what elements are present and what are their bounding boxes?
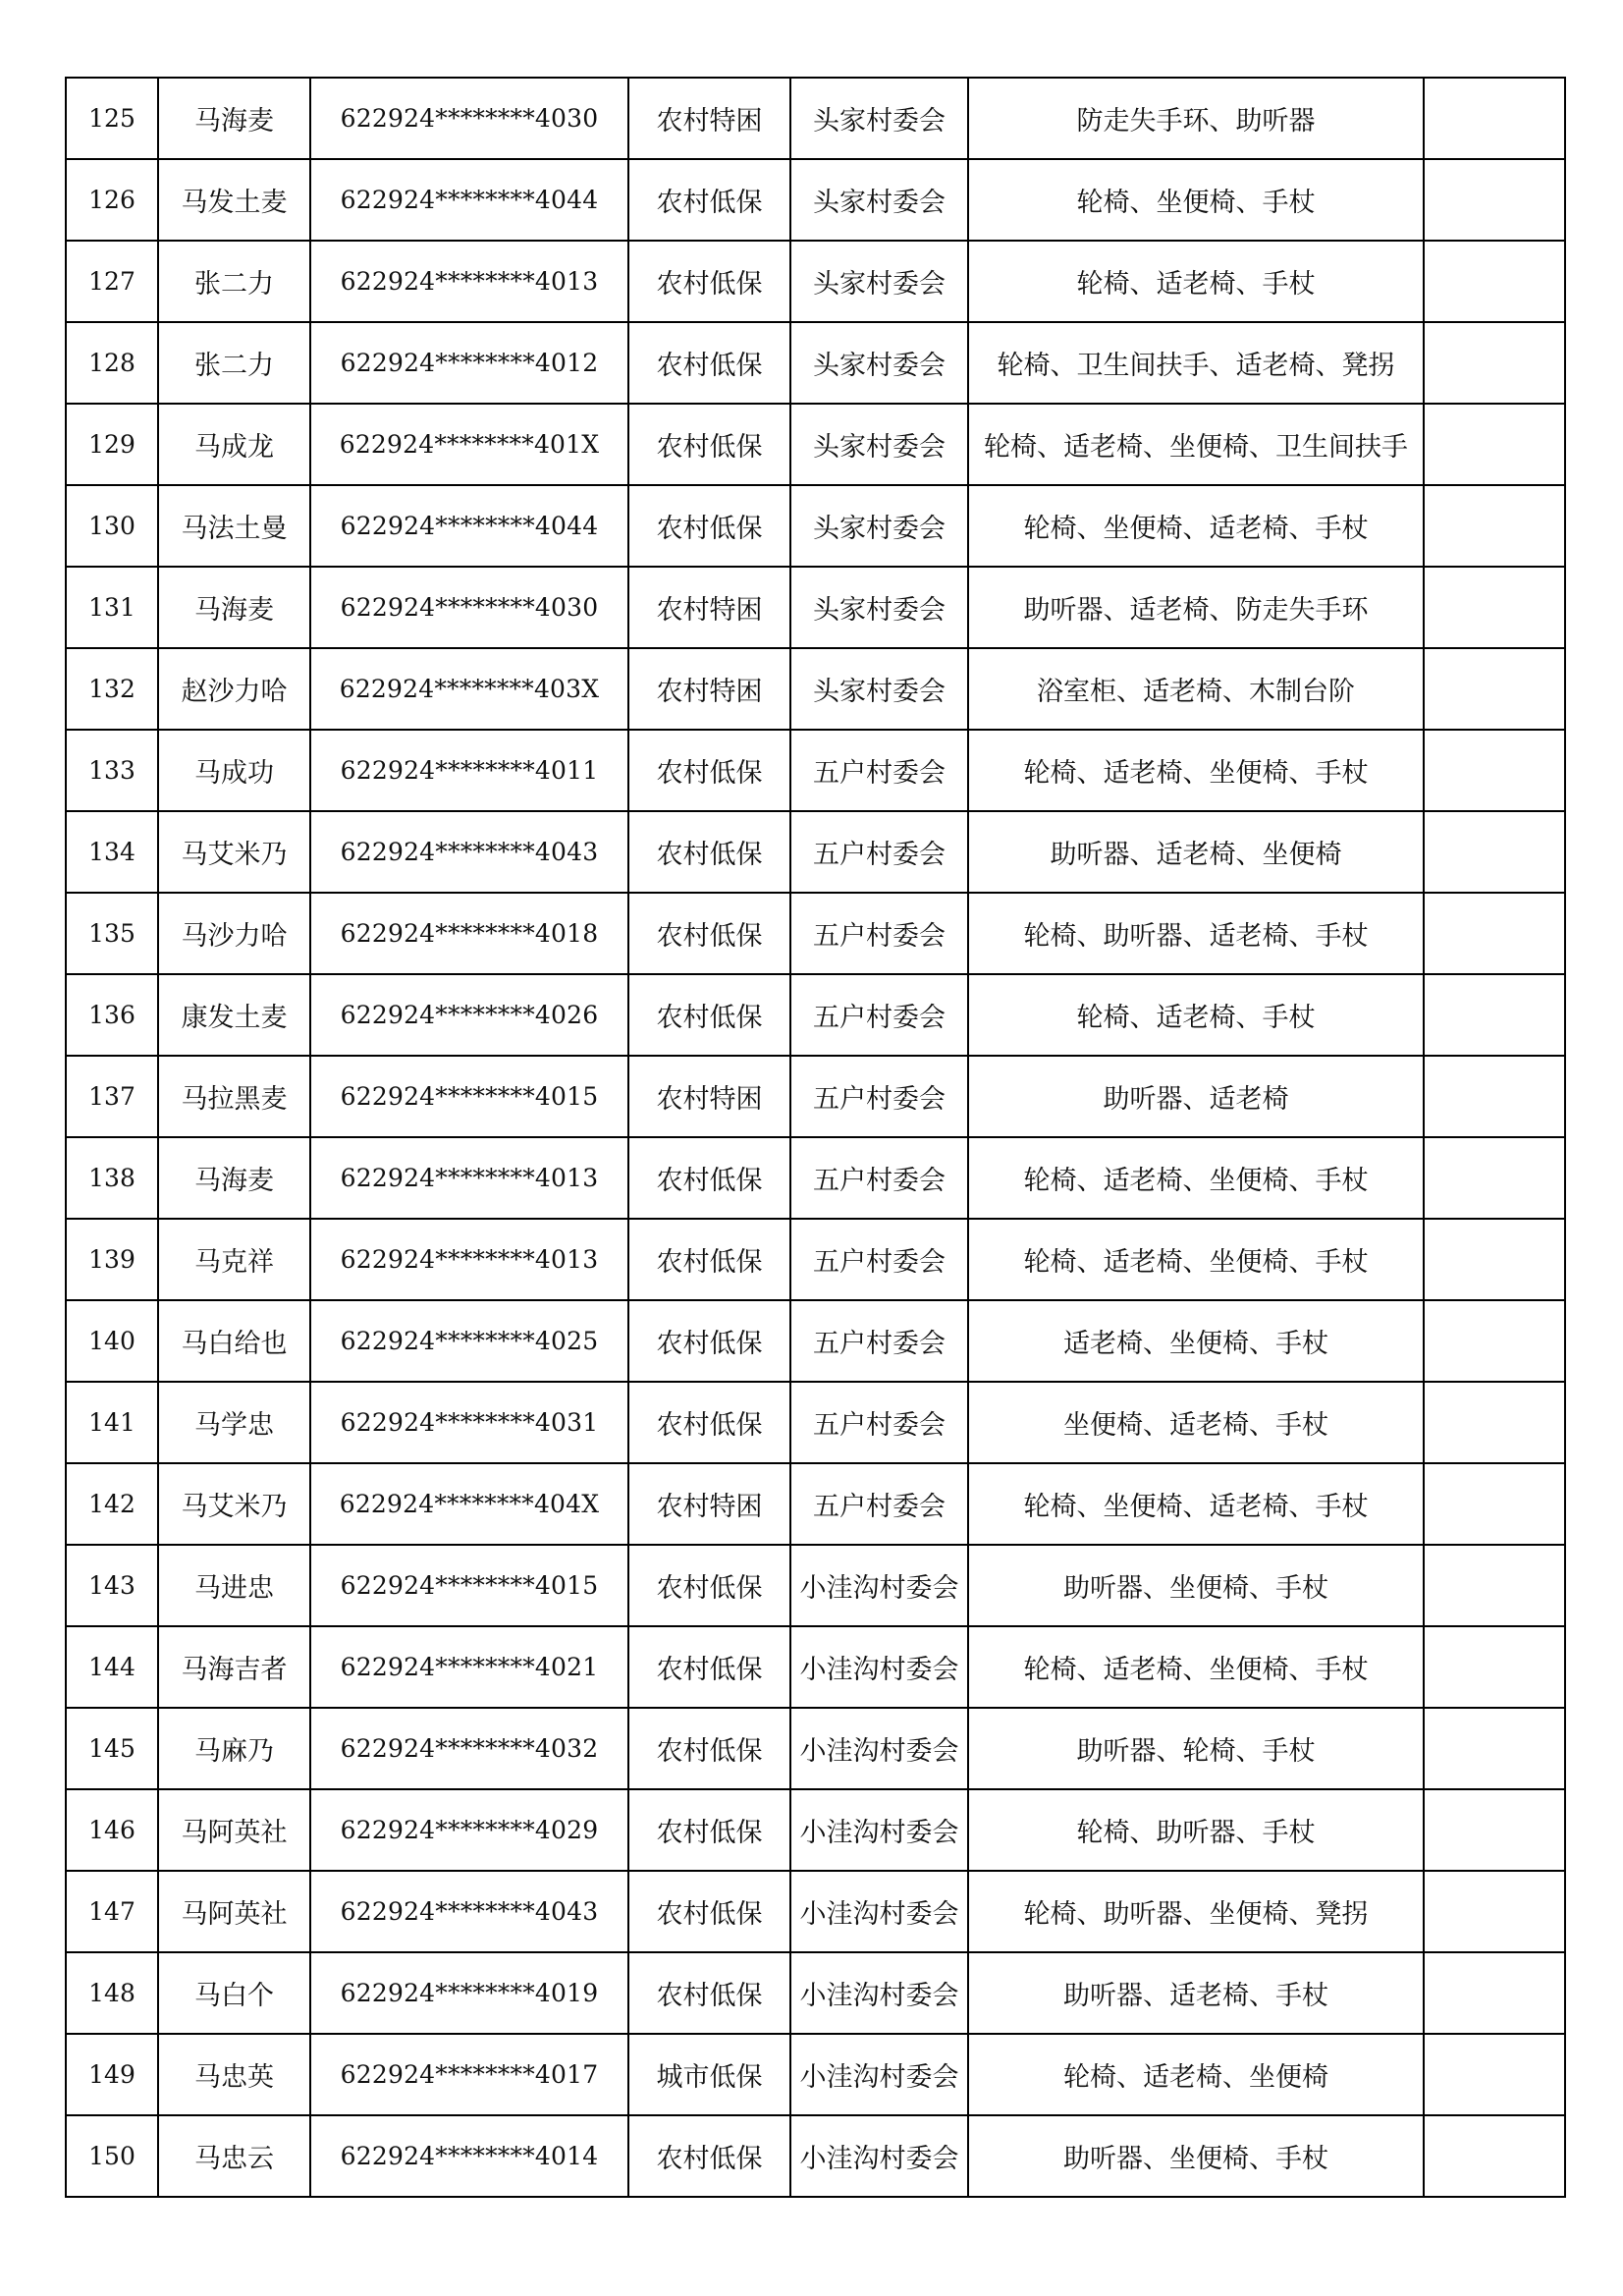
cell-note [1424,241,1565,322]
cell-id-number: 622924********4043 [310,811,628,893]
cell-category: 农村低保 [628,974,790,1056]
cell-category: 农村特困 [628,1463,790,1545]
cell-note [1424,648,1565,730]
cell-category: 农村低保 [628,730,790,811]
table-row [66,1137,1565,1219]
cell-number: 130 [66,485,158,567]
table-row [66,811,1565,893]
table-row [66,1708,1565,1789]
cell-note [1424,974,1565,1056]
cell-note [1424,1708,1565,1789]
cell-name: 马阿英社 [158,1789,310,1871]
cell-name: 马阿英社 [158,1871,310,1952]
cell-items: 助听器、坐便椅、手杖 [968,1545,1424,1626]
cell-category: 农村低保 [628,1382,790,1463]
cell-name: 赵沙力哈 [158,648,310,730]
cell-note [1424,893,1565,974]
cell-id-number: 622924********4030 [310,567,628,648]
cell-number: 125 [66,78,158,159]
cell-note [1424,1056,1565,1137]
cell-name: 马进忠 [158,1545,310,1626]
cell-category: 农村低保 [628,322,790,404]
cell-items: 轮椅、卫生间扶手、适老椅、凳拐 [968,322,1424,404]
cell-note [1424,1300,1565,1382]
cell-village: 五户村委会 [790,1382,968,1463]
table-row [66,1626,1565,1708]
cell-category: 农村低保 [628,1626,790,1708]
cell-village: 头家村委会 [790,567,968,648]
cell-village: 五户村委会 [790,1300,968,1382]
cell-id-number: 622924********404X [310,1463,628,1545]
cell-items: 轮椅、适老椅、手杖 [968,241,1424,322]
cell-name: 马克祥 [158,1219,310,1300]
cell-note [1424,1952,1565,2034]
cell-id-number: 622924********4013 [310,1137,628,1219]
cell-note [1424,159,1565,241]
cell-id-number: 622924********4026 [310,974,628,1056]
cell-name: 马忠云 [158,2115,310,2197]
cell-village: 头家村委会 [790,78,968,159]
cell-name: 马海麦 [158,567,310,648]
cell-id-number: 622924********4015 [310,1545,628,1626]
cell-village: 头家村委会 [790,648,968,730]
table-row [66,648,1565,730]
cell-items: 助听器、适老椅、防走失手环 [968,567,1424,648]
cell-village: 五户村委会 [790,1056,968,1137]
table-row [66,730,1565,811]
cell-village: 头家村委会 [790,241,968,322]
cell-items: 助听器、坐便椅、手杖 [968,2115,1424,2197]
cell-number: 141 [66,1382,158,1463]
cell-items: 轮椅、适老椅、坐便椅、手杖 [968,1626,1424,1708]
cell-id-number: 622924********401X [310,404,628,485]
table-row [66,974,1565,1056]
cell-category: 农村低保 [628,1708,790,1789]
cell-items: 轮椅、坐便椅、手杖 [968,159,1424,241]
cell-number: 132 [66,648,158,730]
cell-category: 农村特困 [628,648,790,730]
cell-note [1424,404,1565,485]
cell-number: 138 [66,1137,158,1219]
cell-items: 轮椅、坐便椅、适老椅、手杖 [968,1463,1424,1545]
cell-category: 农村低保 [628,1952,790,2034]
cell-note [1424,567,1565,648]
cell-village: 小洼沟村委会 [790,1871,968,1952]
cell-category: 农村特困 [628,567,790,648]
table-row [66,485,1565,567]
cell-id-number: 622924********4012 [310,322,628,404]
table-row [66,1219,1565,1300]
cell-id-number: 622924********4030 [310,78,628,159]
cell-village: 小洼沟村委会 [790,2115,968,2197]
cell-note [1424,1545,1565,1626]
cell-village: 五户村委会 [790,811,968,893]
cell-items: 轮椅、适老椅、手杖 [968,974,1424,1056]
cell-number: 133 [66,730,158,811]
cell-items: 防走失手环、助听器 [968,78,1424,159]
cell-note [1424,78,1565,159]
cell-village: 小洼沟村委会 [790,1545,968,1626]
cell-category: 农村特困 [628,1056,790,1137]
cell-village: 五户村委会 [790,893,968,974]
cell-name: 马艾米乃 [158,1463,310,1545]
cell-village: 小洼沟村委会 [790,1952,968,2034]
table-row [66,322,1565,404]
cell-name: 马海麦 [158,78,310,159]
cell-items: 助听器、适老椅、手杖 [968,1952,1424,2034]
cell-village: 头家村委会 [790,485,968,567]
cell-category: 农村低保 [628,485,790,567]
cell-note [1424,2115,1565,2197]
cell-id-number: 622924********4025 [310,1300,628,1382]
cell-note [1424,1463,1565,1545]
table-row [66,241,1565,322]
cell-name: 马艾米乃 [158,811,310,893]
cell-category: 农村低保 [628,1545,790,1626]
cell-name: 马忠英 [158,2034,310,2115]
cell-items: 轮椅、坐便椅、适老椅、手杖 [968,485,1424,567]
cell-number: 142 [66,1463,158,1545]
table-row [66,1545,1565,1626]
cell-name: 马海吉者 [158,1626,310,1708]
cell-number: 131 [66,567,158,648]
cell-village: 五户村委会 [790,730,968,811]
cell-village: 小洼沟村委会 [790,1789,968,1871]
cell-note [1424,1871,1565,1952]
cell-id-number: 622924********4044 [310,485,628,567]
table-row [66,2115,1565,2197]
cell-category: 农村低保 [628,1137,790,1219]
cell-note [1424,1382,1565,1463]
cell-village: 头家村委会 [790,404,968,485]
cell-items: 助听器、轮椅、手杖 [968,1708,1424,1789]
cell-village: 小洼沟村委会 [790,1708,968,1789]
cell-note [1424,1789,1565,1871]
cell-category: 农村低保 [628,2115,790,2197]
cell-category: 农村低保 [628,893,790,974]
cell-category: 农村低保 [628,811,790,893]
cell-id-number: 622924********4021 [310,1626,628,1708]
cell-name: 马海麦 [158,1137,310,1219]
cell-items: 助听器、适老椅、坐便椅 [968,811,1424,893]
cell-id-number: 622924********4032 [310,1708,628,1789]
cell-note [1424,730,1565,811]
table-row [66,1952,1565,2034]
cell-number: 146 [66,1789,158,1871]
cell-name: 康发土麦 [158,974,310,1056]
cell-number: 127 [66,241,158,322]
cell-number: 140 [66,1300,158,1382]
cell-id-number: 622924********4013 [310,241,628,322]
cell-number: 149 [66,2034,158,2115]
table-row [66,1789,1565,1871]
cell-items: 坐便椅、适老椅、手杖 [968,1382,1424,1463]
beneficiary-table [65,77,1566,2198]
table-row [66,1463,1565,1545]
cell-items: 轮椅、助听器、坐便椅、凳拐 [968,1871,1424,1952]
cell-note [1424,1219,1565,1300]
cell-category: 农村低保 [628,1871,790,1952]
cell-village: 小洼沟村委会 [790,1626,968,1708]
cell-items: 轮椅、适老椅、坐便椅、卫生间扶手 [968,404,1424,485]
table-row [66,893,1565,974]
table-row [66,567,1565,648]
cell-name: 马拉黑麦 [158,1056,310,1137]
cell-number: 147 [66,1871,158,1952]
cell-items: 轮椅、适老椅、坐便椅、手杖 [968,730,1424,811]
cell-id-number: 622924********4018 [310,893,628,974]
cell-note [1424,2034,1565,2115]
cell-items: 浴室柜、适老椅、木制台阶 [968,648,1424,730]
cell-id-number: 622924********4015 [310,1056,628,1137]
cell-number: 135 [66,893,158,974]
cell-name: 马学忠 [158,1382,310,1463]
table-row [66,2034,1565,2115]
cell-category: 农村低保 [628,241,790,322]
table-row [66,159,1565,241]
cell-village: 头家村委会 [790,322,968,404]
cell-number: 136 [66,974,158,1056]
cell-name: 马成功 [158,730,310,811]
cell-number: 126 [66,159,158,241]
cell-number: 143 [66,1545,158,1626]
cell-category: 农村特困 [628,78,790,159]
cell-category: 农村低保 [628,1789,790,1871]
cell-village: 五户村委会 [790,1463,968,1545]
table-row [66,1056,1565,1137]
cell-number: 128 [66,322,158,404]
table-row [66,1871,1565,1952]
cell-id-number: 622924********4043 [310,1871,628,1952]
cell-id-number: 622924********4017 [310,2034,628,2115]
cell-category: 农村低保 [628,404,790,485]
cell-name: 马白个 [158,1952,310,2034]
cell-village: 小洼沟村委会 [790,2034,968,2115]
cell-village: 五户村委会 [790,974,968,1056]
cell-name: 马白给也 [158,1300,310,1382]
cell-village: 头家村委会 [790,159,968,241]
cell-items: 助听器、适老椅 [968,1056,1424,1137]
cell-category: 城市低保 [628,2034,790,2115]
cell-number: 134 [66,811,158,893]
cell-items: 轮椅、助听器、适老椅、手杖 [968,893,1424,974]
cell-id-number: 622924********4013 [310,1219,628,1300]
table-row [66,1382,1565,1463]
cell-id-number: 622924********4031 [310,1382,628,1463]
cell-items: 适老椅、坐便椅、手杖 [968,1300,1424,1382]
cell-village: 五户村委会 [790,1219,968,1300]
cell-category: 农村低保 [628,159,790,241]
cell-id-number: 622924********403X [310,648,628,730]
cell-id-number: 622924********4019 [310,1952,628,2034]
cell-note [1424,1137,1565,1219]
cell-name: 马法土曼 [158,485,310,567]
cell-id-number: 622924********4029 [310,1789,628,1871]
cell-id-number: 622924********4014 [310,2115,628,2197]
cell-number: 150 [66,2115,158,2197]
table-row [66,404,1565,485]
cell-items: 轮椅、适老椅、坐便椅、手杖 [968,1137,1424,1219]
cell-category: 农村低保 [628,1300,790,1382]
cell-number: 148 [66,1952,158,2034]
cell-id-number: 622924********4011 [310,730,628,811]
cell-category: 农村低保 [628,1219,790,1300]
cell-number: 129 [66,404,158,485]
cell-items: 轮椅、适老椅、坐便椅、手杖 [968,1219,1424,1300]
cell-name: 张二力 [158,241,310,322]
cell-number: 137 [66,1056,158,1137]
table-body [66,78,1565,2197]
table-row [66,78,1565,159]
cell-name: 马成龙 [158,404,310,485]
cell-name: 马麻乃 [158,1708,310,1789]
cell-name: 张二力 [158,322,310,404]
cell-name: 马发土麦 [158,159,310,241]
cell-number: 139 [66,1219,158,1300]
table-row [66,1300,1565,1382]
cell-items: 轮椅、适老椅、坐便椅 [968,2034,1424,2115]
cell-note [1424,1626,1565,1708]
cell-id-number: 622924********4044 [310,159,628,241]
cell-name: 马沙力哈 [158,893,310,974]
cell-village: 五户村委会 [790,1137,968,1219]
cell-items: 轮椅、助听器、手杖 [968,1789,1424,1871]
cell-note [1424,811,1565,893]
cell-number: 144 [66,1626,158,1708]
cell-number: 145 [66,1708,158,1789]
cell-note [1424,485,1565,567]
cell-note [1424,322,1565,404]
